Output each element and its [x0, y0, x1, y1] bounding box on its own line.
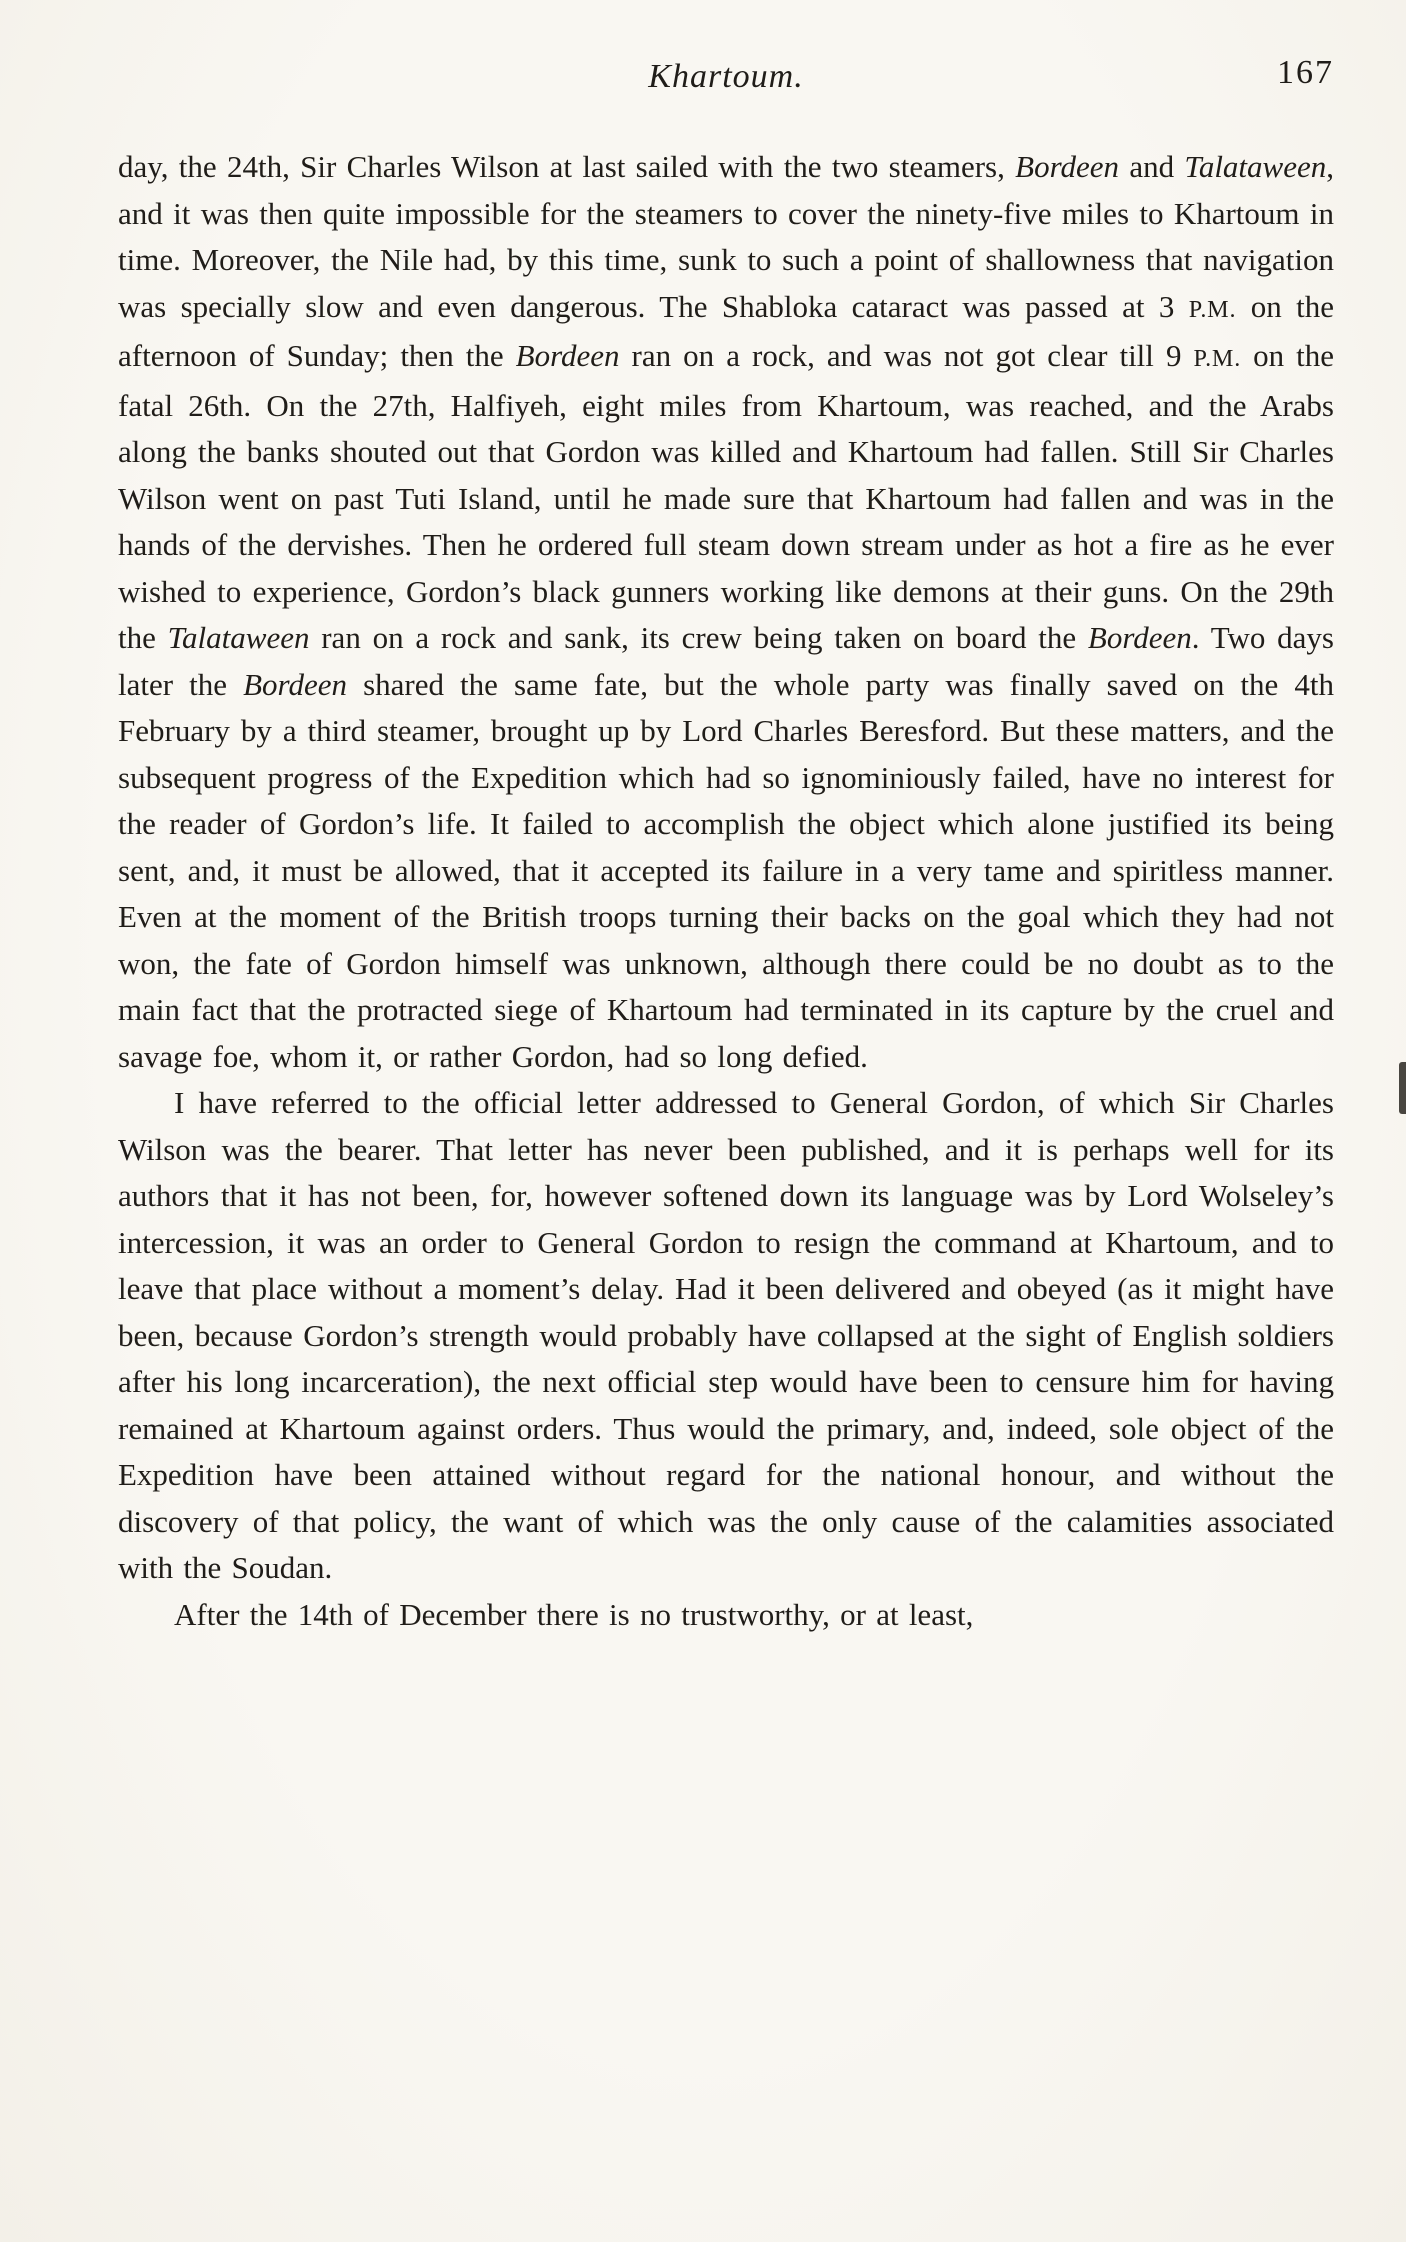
paragraph: [118, 144, 1334, 1080]
italic-text: Talataween: [1184, 149, 1327, 184]
scan-edge-artifact: [1399, 1062, 1406, 1114]
page-number: 167: [1277, 54, 1334, 91]
text-run: on the afternoon of Sunday; then the: [118, 288, 1334, 373]
italic-text: Bordeen: [1087, 620, 1192, 655]
italic-text: Bordeen: [243, 666, 347, 702]
text-run: After the 14th of December there is no trustworthy, or at least,: [174, 1596, 974, 1632]
italic-text: Bordeen: [1015, 149, 1120, 184]
text-run: and: [1119, 149, 1185, 184]
body-text: [118, 144, 1334, 1638]
text-run: on the fatal 26th. On the 27th, Halfiyeh, eight miles from Khartoum, was reached, and the Arabs along the banks shouted out that Gordon was killed and Khartoum had fallen. Still Sir Charles Wilson went on past Tuti Island, until he made sure that Khartoum had fallen and was in the hands of the dervishes. Then he ordered full steam down stream under as hot a fire as he ever wished to experience, Gordon’s black gunners working like demons at their guns. On the 29th the: [118, 338, 1334, 655]
paragraph: [118, 1080, 1334, 1592]
smallcaps-text: P.M.: [1193, 345, 1242, 372]
text-run: . Two days later the: [118, 620, 1334, 702]
text-run: I have referred to the official letter addressed to General Gordon, of which Sir Charles Wilson was the bearer. That letter has never been published, and it is perhaps well for its authors that it has not been, for, however softened down its language was by Lord Wolseley’s intercession, it was an order to General Gordon to resign the command at Khartoum, and to leave that place without a moment’s delay. Had it been delivered and obeyed (as it might have been, because Gordon’s strength would probably have collapsed at the sight of English soldiers after his long incarceration), the next official step would have been to censure him for having remained at Khartoum against orders. Thus would the primary, and, indeed, sole object of the Expedition have been attained without regard for the national honour, and without the discovery of that policy, the want of which was the only cause of the calamities associated with the Soudan.: [118, 1085, 1334, 1585]
italic-text: Talataween: [167, 620, 310, 655]
text-run: , and it was then quite impossible for the steamers to cover the ninety-five miles to Khartoum in time. Moreover, the Nile had, by this time, sunk to such a point of shallowness that navigation was specially slow and even dangerous. The Shabloka cataract was passed at 3: [118, 149, 1334, 324]
running-title: Khartoum.: [648, 58, 804, 95]
italic-text: Bordeen: [515, 338, 620, 373]
text-run: shared the same fate, but the whole party was finally saved on the 4th February by a third steamer, brought up by Lord Charles Beresford. But these matters, and the subsequent progress of the Expedition which had so ignominiously failed, have no interest for the reader of Gordon’s life. It failed to accomplish the object which alone justified its being sent, and, it must be allowed, that it accepted its failure in a very tame and spiritless manner. Even at the moment of the British troops turning their backs on the goal which they had not won, the fate of Gordon himself was unknown, although there could be no doubt as to the main fact that the protracted siege of Khartoum had terminated in its capture by the cruel and savage foe, whom it, or rather Gordon, had so long defied.: [118, 666, 1334, 1074]
text-run: ran on a rock and sank, its crew being taken on board the: [309, 620, 1088, 655]
text-run: day, the 24th, Sir Charles Wilson at last sailed with the two steamers,: [118, 149, 1016, 184]
text-run: ran on a rock, and was not got clear till 9: [619, 338, 1194, 373]
smallcaps-text: P.M.: [1188, 295, 1237, 323]
page-header: [118, 0, 1334, 104]
paragraph: [118, 1592, 1334, 1639]
